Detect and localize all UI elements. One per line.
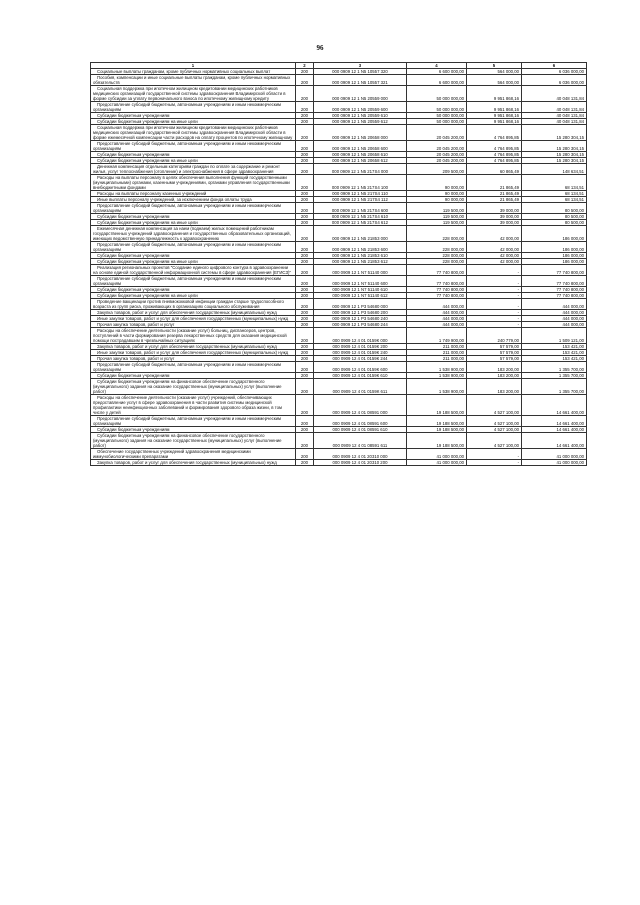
row-budget-code-cell: 000 0909 12 4 01 08591 610 [314,427,407,433]
table-row [91,191,587,197]
row-executed-cell: 9 951 868,16 [467,119,522,125]
row-name-cell: Закупка товаров, работ и услуг для обеспечения государственных (муниципальных) нужд [91,344,296,350]
table-row [91,220,587,226]
row-remaining-cell: 77 740 800,00 [522,276,587,287]
row-remaining-cell: 68 134,51 [522,197,587,203]
row-remaining-cell: 1 355 700,00 [522,379,587,395]
row-remaining-cell: 444 000,00 [522,322,587,328]
row-executed-cell: 39 000,00 [467,203,522,214]
column-header: 1 [91,63,296,69]
table-row [91,141,587,152]
row-budget-code-cell: 000 0909 12 1 N5 217S4 610 [314,214,407,220]
table-row [91,427,587,433]
row-budget-code-cell: 000 0909 12 1 N5 20658 600 [314,141,407,152]
row-remaining-cell: 153 421,00 [522,350,587,356]
table-row [91,152,587,158]
row-name-cell: Иные закупки товаров, работ и услуг для обеспечения государственных (муниципальных) нужд [91,350,296,356]
row-line-code-cell: 200 [296,226,314,242]
column-header: 3 [314,63,407,69]
row-line-code-cell: 200 [296,299,314,310]
row-name-cell: Субсидии бюджетным учреждениям на иные цели [91,220,296,226]
row-budget-code-cell: 000 0909 12 1 N5 21853 612 [314,259,407,265]
row-name-cell: Пособия, компенсации и иные социальные выплаты гражданам, кроме публичных нормативных обязательств [91,75,296,86]
row-approved-cell: 444 000,00 [407,310,467,316]
row-executed-cell: 57 579,00 [467,356,522,362]
row-budget-code-cell: 000 0909 12 1 N5 20658 000 [314,125,407,141]
row-budget-code-cell: 000 0909 12 1 N5 20658 610 [314,152,407,158]
row-budget-code-cell: 000 0909 12 1 N5 20559 600 [314,102,407,113]
row-line-code-cell: 200 [296,373,314,379]
row-line-code-cell: 200 [296,344,314,350]
row-remaining-cell: 15 280 304,15 [522,158,587,164]
row-approved-cell: 19 188 500,00 [407,427,467,433]
row-line-code-cell: 200 [296,265,314,276]
row-executed-cell: 39 000,00 [467,214,522,220]
row-remaining-cell: 6 036 000,00 [522,75,587,86]
row-approved-cell: 20 045 200,00 [407,125,467,141]
row-executed-cell: 183 200,00 [467,379,522,395]
row-line-code-cell: 200 [296,276,314,287]
table-row [91,253,587,259]
table-row [91,362,587,373]
row-approved-cell: 41 000 000,00 [407,449,467,460]
row-remaining-cell: 444 000,00 [522,310,587,316]
row-remaining-cell: 153 421,00 [522,356,587,362]
row-approved-cell: 19 188 500,00 [407,416,467,427]
row-name-cell: Социальная поддержка при ипотечном жилищном кредитовании медицинских работников медицинских организаций государственной системы здравоохранения Владимирской области в форме ежемесячной компенсации части расходов на оплату процентов по ипотечному жилищному [91,125,296,141]
row-budget-code-cell: 000 0909 12 1 N7 51140 610 [314,287,407,293]
row-line-code-cell: 200 [296,75,314,86]
table-row [91,433,587,449]
row-line-code-cell: 200 [296,356,314,362]
row-approved-cell: 6 600 000,00 [407,75,467,86]
row-approved-cell: 77 740 800,00 [407,287,467,293]
row-budget-code-cell: 000 0909 12 1 N7 51140 612 [314,293,407,299]
row-remaining-cell: 14 661 400,00 [522,395,587,416]
row-approved-cell: 20 045 200,00 [407,158,467,164]
row-remaining-cell: 444 000,00 [522,316,587,322]
row-line-code-cell: 200 [296,379,314,395]
row-line-code-cell: 200 [296,203,314,214]
row-budget-code-cell: 000 0909 12 1 N5 20559 612 [314,119,407,125]
table-row [91,203,587,214]
row-budget-code-cell: 000 0909 12 1 N5 20559 000 [314,86,407,102]
row-name-cell: Денежная компенсация отдельным категориям граждан по оплате за содержание и ремонт жилья, услуг теплоснабжения (отопление) и электроснабжения в сфере здравоохранения [91,164,296,175]
row-remaining-cell: 1 355 700,00 [522,362,587,373]
row-executed-cell: 4 764 895,85 [467,158,522,164]
table-row [91,356,587,362]
row-remaining-cell: 186 000,00 [522,253,587,259]
row-remaining-cell: 14 661 400,00 [522,427,587,433]
table-row [91,226,587,242]
row-remaining-cell: 68 134,51 [522,191,587,197]
row-executed-cell: - [467,293,522,299]
row-name-cell: Иные закупки товаров, работ и услуг для обеспечения государственных (муниципальных) нужд [91,316,296,322]
row-line-code-cell: 200 [296,322,314,328]
row-remaining-cell: 80 500,00 [522,214,587,220]
row-approved-cell: 228 000,00 [407,259,467,265]
row-name-cell: Расходы на выплаты персоналу казенных учреждений [91,191,296,197]
row-line-code-cell: 200 [296,113,314,119]
row-approved-cell: 119 500,00 [407,203,467,214]
row-remaining-cell: 14 661 400,00 [522,433,587,449]
row-line-code-cell: 200 [296,125,314,141]
row-line-code-cell: 200 [296,259,314,265]
row-approved-cell: 444 000,00 [407,299,467,310]
table-row [91,214,587,220]
table-row [91,119,587,125]
row-budget-code-cell: 000 0909 12 1 N7 51140 600 [314,276,407,287]
row-executed-cell: - [467,265,522,276]
row-approved-cell: 50 000 000,00 [407,113,467,119]
row-executed-cell: 57 579,00 [467,350,522,356]
row-name-cell: Предоставление субсидий бюджетным, автономным учреждениям и иным некоммерческим организациям [91,416,296,427]
row-executed-cell: 4 527 100,00 [467,395,522,416]
table-row [91,416,587,427]
row-line-code-cell: 200 [296,158,314,164]
row-name-cell: Расходы на обеспечение деятельности (оказание услуг) учреждений, обеспечивающих предоставление услуг в сфере здравоохранения в части развития системы медицинской профилактики неинфекционных заболеваний и формирования здорового образа жизни, в том числе у детей [91,395,296,416]
row-line-code-cell: 200 [296,316,314,322]
row-line-code-cell: 200 [296,86,314,102]
row-budget-code-cell: 000 0909 12 1 N5 10557 321 [314,75,407,86]
row-remaining-cell: 40 048 131,84 [522,119,587,125]
table-row [91,395,587,416]
row-approved-cell: 211 000,00 [407,344,467,350]
row-budget-code-cell: 000 0909 12 1 N5 21853 610 [314,253,407,259]
row-name-cell: Прочая закупка товаров, работ и услуг [91,356,296,362]
row-approved-cell: 20 045 200,00 [407,152,467,158]
row-remaining-cell: 77 740 800,00 [522,287,587,293]
row-budget-code-cell: 000 0909 12 1 N5 217S4 110 [314,191,407,197]
row-approved-cell: 50 000 000,00 [407,102,467,113]
row-name-cell: Субсидии бюджетным учреждениям [91,113,296,119]
table-row [91,373,587,379]
row-executed-cell: 9 951 868,16 [467,86,522,102]
row-line-code-cell: 200 [296,293,314,299]
row-name-cell: Предоставление субсидий бюджетным, автономным учреждениям и иным некоммерческим организациям [91,203,296,214]
row-executed-cell: 39 000,00 [467,220,522,226]
row-approved-cell: 90 000,00 [407,175,467,191]
row-approved-cell: 228 000,00 [407,253,467,259]
column-header: 4 [407,63,467,69]
row-name-cell: Субсидии бюджетным учреждениям [91,152,296,158]
row-name-cell: Субсидии бюджетным учреждениям [91,287,296,293]
row-remaining-cell: 77 740 800,00 [522,265,587,276]
budget-table [90,62,587,466]
row-name-cell: Предоставление субсидий бюджетным, автономным учреждениям и иным некоммерческим организациям [91,242,296,253]
row-budget-code-cell: 000 0909 12 4 01 0159К 240 [314,350,407,356]
table-row [91,328,587,344]
row-remaining-cell: 15 280 304,15 [522,141,587,152]
row-budget-code-cell: 000 0909 12 4 01 08591 611 [314,433,407,449]
row-remaining-cell: 77 740 800,00 [522,293,587,299]
row-line-code-cell: 200 [296,119,314,125]
row-approved-cell: 119 500,00 [407,214,467,220]
row-name-cell: Субсидии бюджетным учреждениям [91,373,296,379]
table-row [91,350,587,356]
row-approved-cell: 6 600 000,00 [407,69,467,75]
row-approved-cell: 20 045 200,00 [407,141,467,152]
row-approved-cell: 41 000 000,00 [407,460,467,466]
row-approved-cell: 444 000,00 [407,316,467,322]
row-budget-code-cell: 000 0909 12 4 01 08591 600 [314,416,407,427]
row-remaining-cell: 80 500,00 [522,220,587,226]
row-name-cell: Субсидии бюджетным учреждениям [91,427,296,433]
row-executed-cell: 183 200,00 [467,373,522,379]
row-line-code-cell: 200 [296,164,314,175]
row-name-cell: Субсидии бюджетным учреждениям [91,214,296,220]
row-budget-code-cell: 000 0909 12 1 N5 217S4 112 [314,197,407,203]
row-executed-cell: 240 779,00 [467,328,522,344]
row-budget-code-cell: 000 0909 12 4 01 20310 200 [314,460,407,466]
table-row [91,69,587,75]
table-row [91,164,587,175]
row-approved-cell: 1 538 900,00 [407,362,467,373]
row-line-code-cell: 200 [296,449,314,460]
row-remaining-cell: 40 048 131,84 [522,102,587,113]
row-name-cell: Расходы на обеспечение деятельности (оказание услуг) больниц, диспансеров, центров, поступлений в части формирования резерва лекарственных средств для оказания медицинской помощи пострадавшим в чрезвычайных ситуациях [91,328,296,344]
row-name-cell: Предоставление субсидий бюджетным, автономным учреждениям и иным некоммерческим организациям [91,102,296,113]
row-budget-code-cell: 000 0909 12 4 01 08591 000 [314,395,407,416]
row-budget-code-cell: 000 0909 12 4 01 0159К 600 [314,362,407,373]
row-budget-code-cell: 000 0909 12 1 P3 54680 200 [314,310,407,316]
row-line-code-cell: 200 [296,220,314,226]
row-approved-cell: 1 749 900,00 [407,328,467,344]
row-approved-cell: 119 500,00 [407,220,467,226]
row-executed-cell: 4 764 895,85 [467,125,522,141]
row-approved-cell: 77 740 800,00 [407,293,467,299]
table-row [91,125,587,141]
column-header: 2 [296,63,314,69]
row-name-cell: Закупка товаров, работ и услуг для обеспечения государственных (муниципальных) нужд [91,310,296,316]
row-line-code-cell: 200 [296,197,314,203]
row-line-code-cell: 200 [296,310,314,316]
table-row [91,75,587,86]
row-budget-code-cell: 000 0909 12 1 P3 54680 240 [314,316,407,322]
row-name-cell: Закупка товаров, работ и услуг для обеспечения государственных (муниципальных) нужд [91,460,296,466]
row-approved-cell: 209 500,00 [407,164,467,175]
table-row [91,242,587,253]
row-name-cell: Субсидии бюджетным учреждениям на иные цели [91,158,296,164]
row-approved-cell: 50 000 000,00 [407,119,467,125]
row-name-cell: Предоставление субсидий бюджетным, автономным учреждениям и иным некоммерческим организациям [91,141,296,152]
row-executed-cell: 42 000,00 [467,242,522,253]
row-executed-cell: - [467,276,522,287]
row-name-cell: Предоставление субсидий бюджетным, автономным учреждениям и иным некоммерческим организациям [91,362,296,373]
row-remaining-cell: 153 421,00 [522,344,587,350]
row-remaining-cell: 80 500,00 [522,203,587,214]
row-budget-code-cell: 000 0909 12 1 P3 54680 244 [314,322,407,328]
row-budget-code-cell: 000 0909 12 4 01 0159К 200 [314,344,407,350]
row-line-code-cell: 200 [296,214,314,220]
row-line-code-cell: 200 [296,242,314,253]
row-executed-cell: 9 951 868,16 [467,102,522,113]
row-budget-code-cell: 000 0909 12 4 01 20310 000 [314,449,407,460]
table-row [91,158,587,164]
table-row [91,265,587,276]
row-approved-cell: 228 000,00 [407,242,467,253]
row-executed-cell: 4 527 100,00 [467,427,522,433]
row-budget-code-cell: 000 0909 12 1 N5 21853 000 [314,226,407,242]
row-executed-cell: 42 000,00 [467,253,522,259]
table-row [91,197,587,203]
row-remaining-cell: 15 280 304,15 [522,152,587,158]
row-budget-code-cell: 000 0909 12 1 N7 51140 000 [314,265,407,276]
row-name-cell: Расходы на выплаты персоналу в целях обеспечения выполнения функций государственными (муниципальными) органами, казенными учреждениями, органами управления государственными внебюджетными фондами [91,175,296,191]
row-remaining-cell: 148 634,51 [522,164,587,175]
table-row [91,379,587,395]
row-name-cell: Субсидии бюджетным учреждениям на финансовое обеспечение государственного (муниципального) задания на оказание государственных (муниципальных) услуг (выполнение работ) [91,379,296,395]
row-line-code-cell: 200 [296,433,314,449]
row-remaining-cell: 14 661 400,00 [522,416,587,427]
row-approved-cell: 228 000,00 [407,226,467,242]
row-approved-cell: 19 188 500,00 [407,395,467,416]
row-remaining-cell: 41 000 000,00 [522,460,587,466]
row-executed-cell: - [467,460,522,466]
row-approved-cell: 50 000 000,00 [407,86,467,102]
row-line-code-cell: 200 [296,328,314,344]
row-remaining-cell: 41 000 000,00 [522,449,587,460]
row-remaining-cell: 15 280 304,15 [522,125,587,141]
row-line-code-cell: 200 [296,175,314,191]
row-executed-cell: - [467,322,522,328]
row-executed-cell: - [467,449,522,460]
row-budget-code-cell: 000 0909 12 1 N5 217S4 600 [314,203,407,214]
row-name-cell: Обеспечение государственных учреждений здравоохранения медицинскими иммунобиологическими препаратами [91,449,296,460]
table-row [91,460,587,466]
table-row [91,113,587,119]
table-row [91,449,587,460]
row-name-cell: Предоставление субсидий бюджетным, автономным учреждениям и иным некоммерческим организациям [91,276,296,287]
row-approved-cell: 77 740 800,00 [407,265,467,276]
row-approved-cell: 211 000,00 [407,356,467,362]
row-line-code-cell: 200 [296,460,314,466]
row-line-code-cell: 200 [296,362,314,373]
row-name-cell: Социальная поддержка при ипотечном жилищном кредитовании медицинских работников медицинских организаций государственной системы здравоохранения Владимирской области в форме субсидии за уплату первоначального взноса по ипотечному жилищному кредиту [91,86,296,102]
row-name-cell: Ежемесячная денежная компенсация за наем (поднаем) жилых помещений работникам государственных учреждений здравоохранения и государственных образовательных организаций, имеющих ведомственную принадлежность к здравоохранению [91,226,296,242]
row-line-code-cell: 200 [296,253,314,259]
table-row [91,86,587,102]
row-budget-code-cell: 000 0909 12 1 N5 217S4 100 [314,175,407,191]
row-remaining-cell: 68 134,51 [522,175,587,191]
row-approved-cell: 90 000,00 [407,191,467,197]
row-name-cell: Субсидии бюджетным учреждениям на иные цели [91,293,296,299]
row-line-code-cell: 200 [296,416,314,427]
row-executed-cell: 183 200,00 [467,362,522,373]
row-executed-cell: 9 951 868,16 [467,113,522,119]
row-executed-cell: 60 865,49 [467,164,522,175]
row-executed-cell: 4 764 895,85 [467,152,522,158]
row-budget-code-cell: 000 0909 12 1 N5 20658 612 [314,158,407,164]
row-executed-cell: 4 527 100,00 [467,433,522,449]
row-budget-code-cell: 000 0909 12 1 N5 10557 320 [314,69,407,75]
row-name-cell: Субсидии бюджетным учреждениям на финансовое обеспечение государственного (муниципального) задания на оказание государственных (муниципальных) услуг (выполнение работ) [91,433,296,449]
row-line-code-cell: 200 [296,427,314,433]
table-row [91,299,587,310]
row-line-code-cell: 200 [296,191,314,197]
row-executed-cell: 564 000,00 [467,69,522,75]
table-row [91,175,587,191]
row-executed-cell: 57 579,00 [467,344,522,350]
row-line-code-cell: 200 [296,152,314,158]
row-budget-code-cell: 000 0909 12 1 N5 217S4 612 [314,220,407,226]
row-remaining-cell: 186 000,00 [522,242,587,253]
row-budget-code-cell: 000 0909 12 1 N5 217S4 000 [314,164,407,175]
row-line-code-cell: 200 [296,350,314,356]
table-row [91,344,587,350]
row-name-cell: Субсидии бюджетным учреждениям на иные цели [91,259,296,265]
row-budget-code-cell: 000 0909 12 4 01 0159К 000 [314,328,407,344]
row-name-cell: Субсидии бюджетным учреждениям [91,253,296,259]
row-remaining-cell: 186 000,00 [522,226,587,242]
table-row [91,102,587,113]
row-remaining-cell: 186 000,00 [522,259,587,265]
row-executed-cell: 21 865,49 [467,191,522,197]
row-remaining-cell: 6 036 000,00 [522,69,587,75]
row-remaining-cell: 1 355 700,00 [522,373,587,379]
row-executed-cell: - [467,299,522,310]
row-executed-cell: 42 000,00 [467,226,522,242]
row-executed-cell: 42 000,00 [467,259,522,265]
row-approved-cell: 211 000,00 [407,350,467,356]
row-name-cell: Субсидии бюджетным учреждениям на иные цели [91,119,296,125]
row-budget-code-cell: 000 0909 12 1 P3 54680 000 [314,299,407,310]
row-approved-cell: 90 000,00 [407,197,467,203]
row-executed-cell: 4 527 100,00 [467,416,522,427]
row-budget-code-cell: 000 0909 12 1 N5 21853 600 [314,242,407,253]
row-executed-cell: 4 764 895,85 [467,141,522,152]
row-line-code-cell: 200 [296,141,314,152]
row-executed-cell: - [467,316,522,322]
row-approved-cell: 1 538 900,00 [407,373,467,379]
table-row [91,259,587,265]
row-budget-code-cell: 000 0909 12 4 01 0159К 610 [314,373,407,379]
row-name-cell: Прочая закупка товаров, работ и услуг [91,322,296,328]
row-remaining-cell: 444 000,00 [522,299,587,310]
row-budget-code-cell: 000 0909 12 4 01 0159К 244 [314,356,407,362]
row-executed-cell: - [467,287,522,293]
row-executed-cell: 21 865,49 [467,197,522,203]
row-budget-code-cell: 000 0909 12 1 N5 20559 610 [314,113,407,119]
row-executed-cell: 564 000,00 [467,75,522,86]
row-remaining-cell: 40 048 131,84 [522,86,587,102]
row-approved-cell: 19 188 500,00 [407,433,467,449]
row-line-code-cell: 200 [296,69,314,75]
row-budget-code-cell: 000 0909 12 4 01 0159К 611 [314,379,407,395]
row-remaining-cell: 1 509 121,00 [522,328,587,344]
row-line-code-cell: 200 [296,287,314,293]
row-approved-cell: 77 740 800,00 [407,276,467,287]
row-name-cell: Социальные выплаты гражданам, кроме публичных нормативных социальных выплат [91,69,296,75]
page-number: 96 [316,44,324,52]
row-approved-cell: 1 538 900,00 [407,379,467,395]
row-name-cell: Иные выплаты персоналу учреждений, за исключением фонда оплаты труда [91,197,296,203]
row-line-code-cell: 200 [296,395,314,416]
row-executed-cell: 21 865,49 [467,175,522,191]
row-name-cell: Реализация региональных проектов "Создание единого цифрового контура в здравоохранении на основе единой государственной информационной системы в сфере здравоохранения (ЕГИСЗ)" [91,265,296,276]
table-row [91,276,587,287]
row-approved-cell: 444 000,00 [407,322,467,328]
row-executed-cell: - [467,310,522,316]
column-header: 5 [467,63,522,69]
row-line-code-cell: 200 [296,102,314,113]
row-remaining-cell: 40 048 131,84 [522,113,587,119]
row-name-cell: Проведение вакцинации против пневмококковой инфекции граждан старше трудоспособного возраста из групп риска, проживающих в организациях социального обслуживания [91,299,296,310]
column-header: 6 [522,63,587,69]
